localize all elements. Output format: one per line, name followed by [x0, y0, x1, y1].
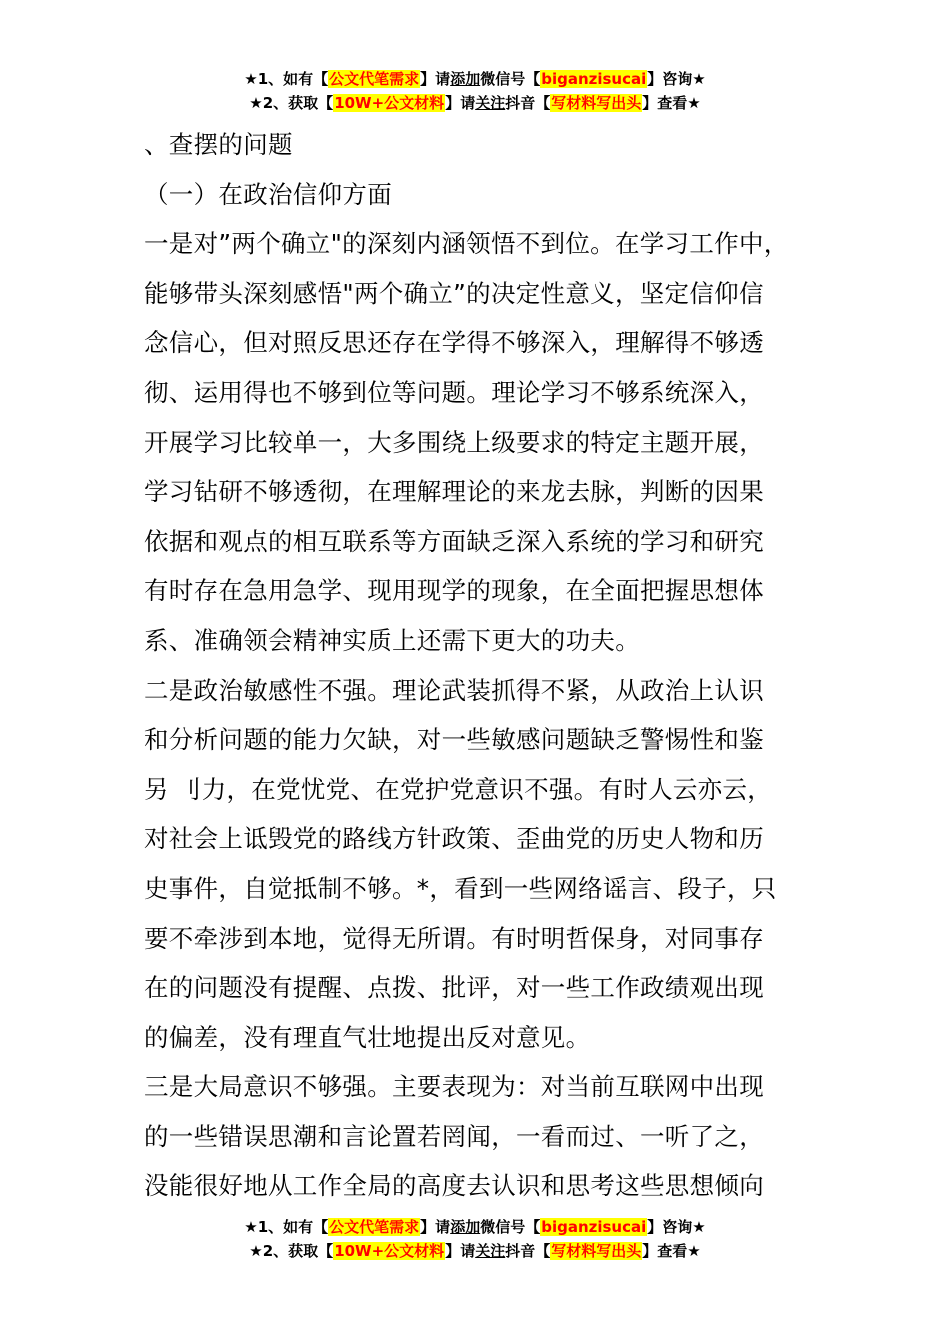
body-line: 一是对”两个确立"的深刻内涵领悟不到位。在学习工作中， — [144, 229, 789, 259]
body-line: 史事件，自觉抵制不够。*，看到一些网络谣言、段子，只 — [144, 873, 777, 903]
highlight-text: biganzisucai — [541, 1218, 647, 1236]
highlight-text: 10W+公文材料 — [334, 1242, 445, 1260]
banner-line-1: ★1、如有【公文代笔需求】请添加微信号【biganzisucai】咨询★ — [244, 1218, 706, 1236]
highlight-text: 公文代笔需求 — [329, 70, 420, 88]
highlight-text: 写材料写出头 — [551, 1242, 642, 1260]
section-heading: 、查摆的问题 — [144, 130, 293, 159]
banner-line-1: ★1、如有【公文代笔需求】请添加微信号【biganzisucai】咨询★ — [244, 70, 706, 88]
highlight-text: 写材料写出头 — [551, 94, 642, 112]
subsection-heading: （一）在政治信仰方面 — [144, 179, 392, 209]
body-line: 的一些错误思潮和言论置若罔闻，一看而过、一听了之， — [144, 1121, 764, 1151]
body-line: 要不牵涉到本地，觉得无所谓。有时明哲保身，对同事存 — [144, 923, 764, 953]
body-line: 彻、运用得也不够到位等问题。理论学习不够系统深入， — [144, 377, 764, 407]
body-line: 学习钻研不够透彻，在理解理论的来龙去脉，判断的因果 — [144, 477, 764, 507]
body-line: 有时存在急用急学、现用现学的现象，在全面把握思想体 — [144, 576, 764, 606]
body-line: 开展学习比较单一，大多围绕上级要求的特定主题开展， — [144, 427, 764, 457]
body-line: 和分析问题的能力欠缺，对一些敏感问题缺乏警惕性和鉴 — [144, 725, 764, 755]
body-line: 对社会上诋毁党的路线方针政策、歪曲党的历史人物和历 — [144, 824, 764, 854]
body-line: 系、准确领会精神实质上还需下更大的功夫。 — [144, 625, 640, 655]
header-banner — [0, 67, 950, 115]
body-line: 另 刂力，在党忧党、在党护党意识不强。有时人云亦云， — [144, 774, 773, 804]
highlight-text: 10W+公文材料 — [334, 94, 445, 112]
highlight-text: biganzisucai — [541, 70, 647, 88]
body-line: 的偏差，没有理直气壮地提出反对意见。 — [144, 1022, 591, 1052]
body-line: 二是政治敏感性不强。理论武装抓得不紧，从政治上认识 — [144, 675, 764, 705]
banner-line-2: ★2、获取【10W+公文材料】请关注抖音【写材料写出头】查看★ — [249, 94, 701, 112]
body-line: 在的问题没有提醒、点拨、批评，对一些工作政绩观出现 — [144, 973, 764, 1003]
body-line: 依据和观点的相互联系等方面缺乏深入系统的学习和研究 — [144, 526, 764, 556]
body-line: 三是大局意识不够强。主要表现为：对当前互联网中出现 — [144, 1072, 764, 1102]
document-body — [144, 120, 824, 1211]
body-line: 念信心，但对照反思还存在学得不够深入，理解得不够透 — [144, 328, 764, 358]
body-line: 没能很好地从工作全局的高度去认识和思考这些思想倾向 — [144, 1171, 764, 1201]
body-line: 能够带头深刻感悟"两个确立”的决定性意义，坚定信仰信 — [144, 278, 764, 308]
banner-line-2: ★2、获取【10W+公文材料】请关注抖音【写材料写出头】查看★ — [249, 1242, 701, 1260]
footer-banner — [0, 1215, 950, 1263]
highlight-text: 公文代笔需求 — [329, 1218, 420, 1236]
